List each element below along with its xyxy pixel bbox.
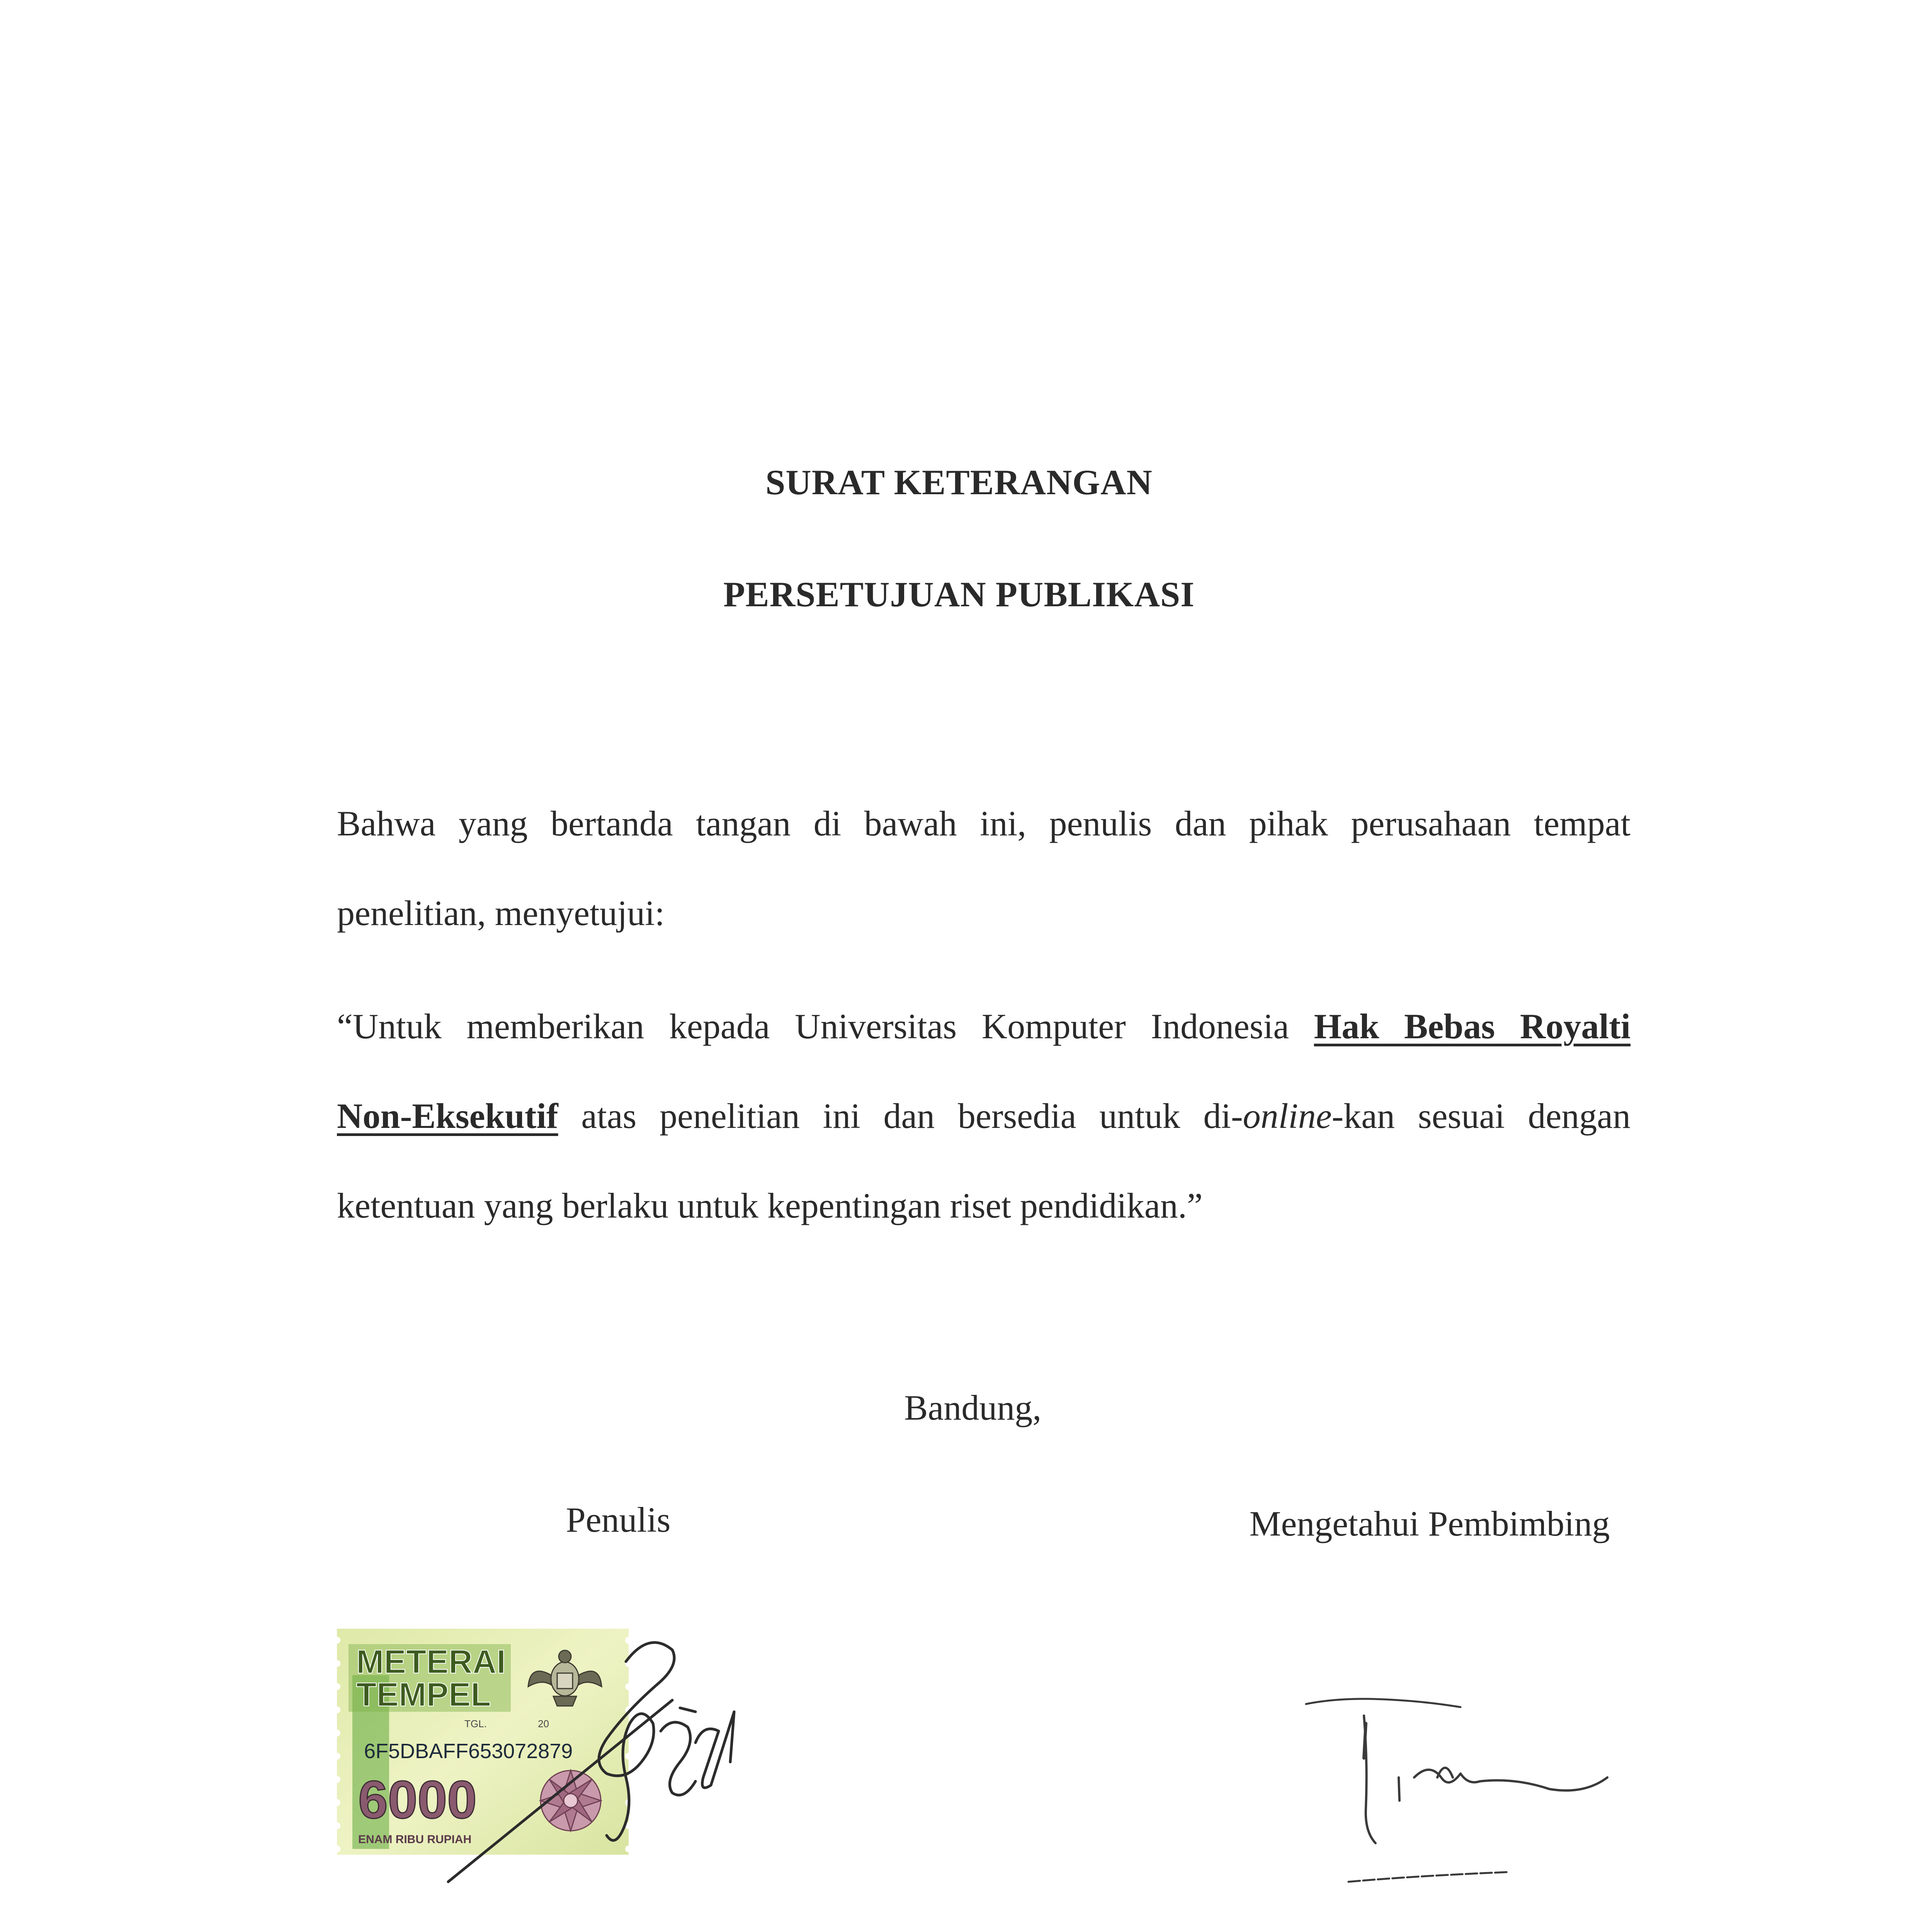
place-date: Bandung, (904, 1388, 1042, 1427)
stamp-line1: METERAI (356, 1643, 506, 1680)
statement-line-3: ketentuan yang berlaku untuk kepentingan riset pendidikan.” (337, 1186, 1203, 1225)
statement-paragraph (337, 981, 1631, 1250)
intro-paragraph (337, 779, 1631, 958)
document-title: SURAT KETERANGAN (765, 463, 1153, 502)
stamp-line2: TEMPEL (356, 1676, 491, 1713)
statement-text: -kan sesuai dengan (1331, 1096, 1631, 1136)
document-subtitle: PERSETUJUAN PUBLIKASI (723, 575, 1195, 614)
author-signature (425, 1615, 773, 1886)
statement-text: “Untuk memberikan kepada Universitas Komputer Indonesia (337, 1007, 1289, 1046)
author-role-label: Penulis (566, 1500, 671, 1539)
statement-line-1 (337, 981, 1631, 1071)
online-term: online (1243, 1096, 1332, 1136)
intro-line-2: penelitian, menyetujui: (337, 893, 665, 933)
royalty-term: Hak Bebas Royalti (1314, 1007, 1631, 1046)
stamp-code: 6F5DBAFF653072879 (364, 1740, 573, 1763)
stamp-value: 6000 (358, 1770, 477, 1830)
statement-line-2 (337, 1071, 1631, 1161)
non-exclusive-term: Non-Eksekutif (337, 1096, 558, 1136)
intro-line-1: Bahwa yang bertanda tangan di bawah ini, penulis dan pihak perusahaan tempat (337, 804, 1631, 843)
supervisor-role-label: Mengetahui Pembimbing (1249, 1504, 1610, 1543)
stamp-year: 20 (538, 1718, 549, 1730)
stamp-value-words: ENAM RIBU RUPIAH (358, 1833, 472, 1846)
statement-text: atas penelitian ini dan bersedia untuk di- (581, 1096, 1243, 1136)
supervisor-signature (1298, 1662, 1646, 1901)
stamp-tgl: TGL. (464, 1718, 487, 1730)
